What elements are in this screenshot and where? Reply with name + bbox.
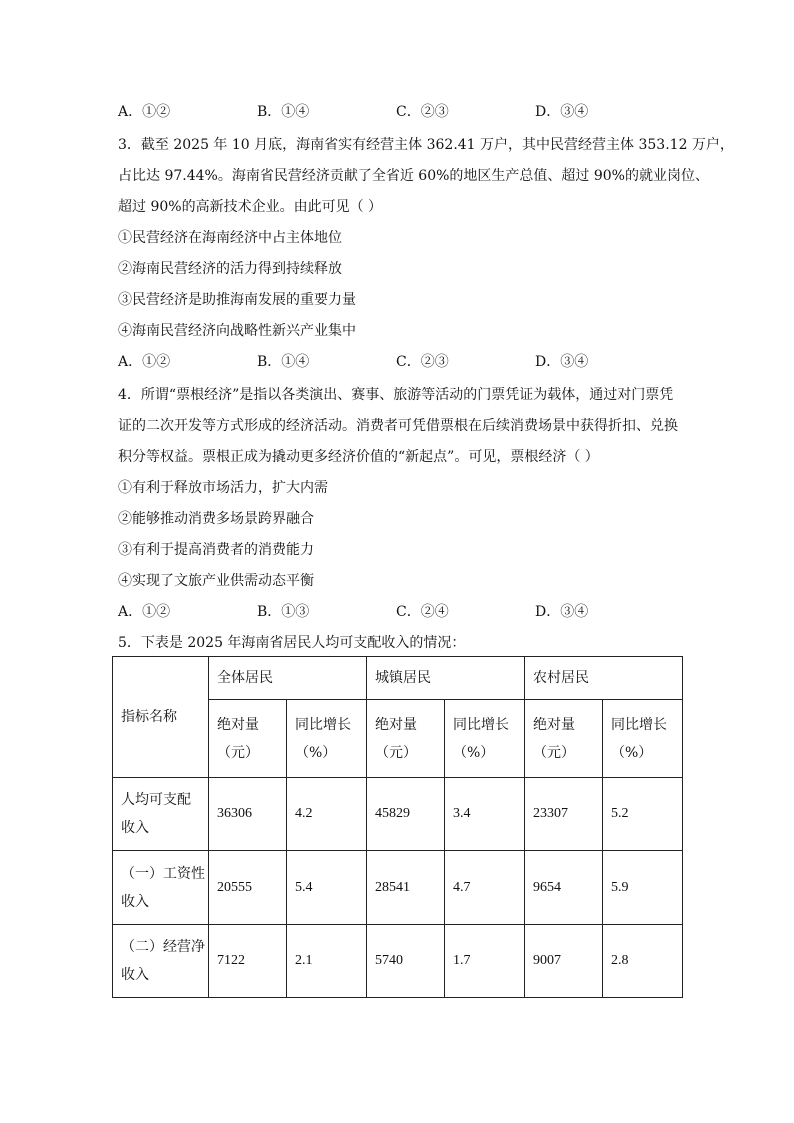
- q2-option-c: C．②③: [396, 104, 449, 120]
- q3-option-a: A．①②: [118, 354, 171, 370]
- q4-stem-line-2: 证的二次开发等方式形成的经济活动。消费者可凭借票根在后续消费场景中获得折扣、兑换: [118, 418, 678, 434]
- table-cell: 7122: [209, 925, 287, 998]
- q3-stem-line-3: 超过 90%的高新技术企业。由此可见（ ）: [118, 199, 383, 215]
- table-cell: 23307: [525, 778, 603, 851]
- q4-option-b: B．①③: [257, 604, 310, 620]
- table-cell: 1.7: [445, 925, 525, 998]
- q2-option-d: D．③④: [535, 104, 589, 120]
- table-cell: 3.4: [445, 778, 525, 851]
- group-header-rural: 农村居民: [525, 657, 683, 700]
- q4-item-3: ③有利于提高消费者的消费能力: [118, 542, 314, 558]
- q3-option-d: D．③④: [535, 354, 589, 370]
- q2-options: [118, 102, 678, 122]
- group-header-all: 全体居民: [209, 657, 367, 700]
- row-label: （二）经营净 收入: [113, 925, 209, 998]
- table-row: [113, 778, 683, 851]
- q3-option-b: B．①④: [257, 354, 310, 370]
- q4-item-1: ①有利于释放市场活力，扩大内需: [118, 480, 328, 496]
- income-table: [112, 656, 683, 998]
- table-cell: 4.2: [287, 778, 367, 851]
- q3-item-4: ④海南民营经济向战略性新兴产业集中: [118, 323, 356, 339]
- table-cell: 2.1: [287, 925, 367, 998]
- q3-item-2: ②海南民营经济的活力得到持续释放: [118, 261, 342, 277]
- table-cell: 5.9: [603, 851, 683, 925]
- q3-option-c: C．②③: [396, 354, 449, 370]
- q4-option-a: A．①②: [118, 604, 171, 620]
- sub-header-yoy: 同比增长 （%）: [603, 700, 683, 778]
- q4-options: [118, 602, 678, 622]
- q4-item-4: ④实现了文旅产业供需动态平衡: [118, 573, 314, 589]
- q4-stem-line-3: 积分等权益。票根正成为撬动更多经济价值的“新起点”。可见，票根经济（ ）: [118, 449, 599, 465]
- sub-header-yoy: 同比增长 （%）: [287, 700, 367, 778]
- row-label: 人均可支配 收入: [113, 778, 209, 851]
- q3-options: [118, 352, 678, 372]
- table-cell: 9007: [525, 925, 603, 998]
- q3-stem-line-2: 占比达 97.44%。海南省民营经济贡献了全省近 60%的地区生产总值、超过 90%的就业岗位、: [118, 168, 709, 184]
- table-cell: 4.7: [445, 851, 525, 925]
- table-cell: 5740: [367, 925, 445, 998]
- q5-stem: 5．下表是 2025 年海南省居民人均可支配收入的情况：: [118, 635, 466, 651]
- q2-option-b: B．①④: [257, 104, 310, 120]
- table-row: [113, 851, 683, 925]
- group-header-urban: 城镇居民: [367, 657, 525, 700]
- q3-item-1: ①民营经济在海南经济中占主体地位: [118, 230, 342, 246]
- sub-header-abs: 绝对量 （元）: [367, 700, 445, 778]
- q4-stem-line-1: 4．所谓“票根经济”是指以各类演出、赛事、旅游等活动的门票凭证为载体，通过对门票凭: [118, 387, 674, 403]
- table-cell: 5.2: [603, 778, 683, 851]
- table-cell: 9654: [525, 851, 603, 925]
- sub-header-abs: 绝对量 （元）: [209, 700, 287, 778]
- sub-header-abs: 绝对量 （元）: [525, 700, 603, 778]
- q4-item-2: ②能够推动消费多场景跨界融合: [118, 511, 314, 527]
- table-cell: 36306: [209, 778, 287, 851]
- q4-option-d: D．③④: [535, 604, 589, 620]
- q3-stem-line-1: 3．截至 2025 年 10 月底，海南省实有经营主体 362.41 万户，其中民营经营主体 353.12 万户，: [118, 137, 734, 153]
- table-cell: 28541: [367, 851, 445, 925]
- table-cell: 2.8: [603, 925, 683, 998]
- table-row: [113, 925, 683, 998]
- q4-option-c: C．②④: [396, 604, 449, 620]
- table-cell: 5.4: [287, 851, 367, 925]
- row-label: （一）工资性 收入: [113, 851, 209, 925]
- table-corner-header: 指标名称: [113, 657, 209, 778]
- sub-header-yoy: 同比增长 （%）: [445, 700, 525, 778]
- q3-item-3: ③民营经济是助推海南发展的重要力量: [118, 292, 356, 308]
- table-cell: 45829: [367, 778, 445, 851]
- table-cell: 20555: [209, 851, 287, 925]
- q2-option-a: A．①②: [118, 104, 171, 120]
